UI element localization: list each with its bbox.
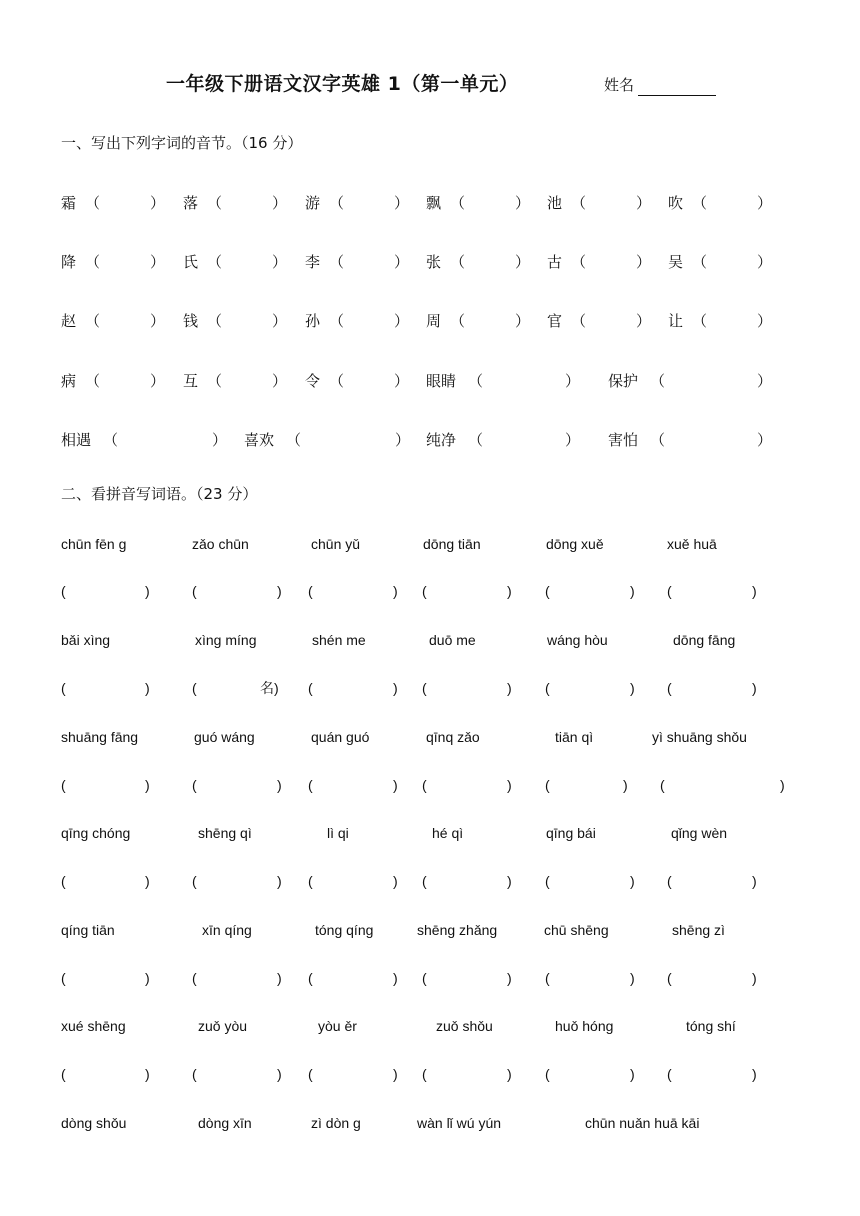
answer-close-paren: ) [393,970,398,986]
answer-close-paren: ） [395,431,411,449]
char-item: 古 [547,253,563,271]
pinyin-item: dōng xuě [546,536,604,552]
answer-blank[interactable] [430,1067,503,1085]
answer-open-paren: ( [667,680,672,696]
answer-close-paren: ） [272,194,288,212]
answer-open-paren: （ [329,372,345,390]
answer-close-paren: ） [394,312,410,330]
answer-open-paren: （ [692,312,708,330]
answer-open-paren: ( [61,970,66,986]
answer-blank[interactable] [430,971,503,989]
answer-close-paren: ） [757,372,773,390]
answer-open-paren: ( [422,873,427,889]
answer-open-paren: （ [85,372,101,390]
answer-blank[interactable] [347,255,390,273]
answer-open-paren: ( [422,583,427,599]
pinyin-item: tóng shí [686,1018,736,1034]
pinyin-item: huǒ hóng [555,1018,614,1034]
answer-close-paren: ） [150,372,166,390]
char-item: 病 [61,372,77,390]
answer-open-paren: ( [192,680,197,696]
char-item: 官 [547,312,563,330]
answer-close-paren: ） [394,372,410,390]
answer-close-paren: ) [277,583,282,599]
answer-open-paren: ( [545,873,550,889]
answer-blank[interactable] [69,874,141,892]
answer-close-paren: ） [272,372,288,390]
answer-open-paren: ( [545,777,550,793]
pinyin-item: xué shēng [61,1018,126,1034]
answer-close-paren: ) [145,873,150,889]
answer-blank[interactable] [668,778,776,796]
answer-blank[interactable] [200,584,273,602]
answer-blank[interactable] [225,374,268,392]
answer-blank[interactable] [468,255,511,273]
answer-open-paren: ( [667,583,672,599]
answer-blank[interactable] [486,433,561,451]
char-item: 害怕 [608,431,639,449]
answer-close-paren: ) [145,777,150,793]
char-item: 喜欢 [244,431,275,449]
pinyin-item: quán guó [311,729,370,745]
answer-open-paren: （ [450,312,466,330]
char-item: 令 [305,372,321,390]
pinyin-item: wáng hòu [547,632,608,648]
answer-open-paren: （ [329,194,345,212]
answer-blank[interactable] [69,971,141,989]
answer-open-paren: ( [192,1066,197,1082]
answer-close-paren: ) [507,1066,512,1082]
answer-blank[interactable] [225,196,268,214]
char-item: 纯净 [426,431,457,449]
pinyin-item: dōng fāng [673,632,736,648]
pinyin-item: yòu ěr [318,1018,357,1034]
answer-close-paren: ) [752,873,757,889]
answer-open-paren: （ [468,431,484,449]
answer-blank[interactable] [316,971,389,989]
pinyin-item: wàn lǐ wú yún [417,1115,502,1131]
answer-close-paren: ） [636,253,652,271]
answer-blank[interactable] [316,681,389,699]
answer-blank[interactable] [710,196,753,214]
answer-blank[interactable] [675,971,748,989]
answer-blank[interactable] [316,778,389,796]
answer-open-paren: ( [545,583,550,599]
answer-close-paren: ) [630,873,635,889]
pinyin-item: chūn fēn g [61,536,127,552]
char-item: 游 [305,194,321,212]
answer-open-paren: （ [571,312,587,330]
char-item: 池 [547,194,563,212]
answer-blank[interactable] [675,1067,748,1085]
answer-close-paren: ) [752,970,757,986]
answer-open-paren: （ [286,431,302,449]
answer-close-paren: ) [277,1066,282,1082]
answer-blank[interactable] [69,778,141,796]
answer-blank[interactable] [468,314,511,332]
answer-open-paren: ( [660,777,665,793]
answer-close-paren: ) [630,680,635,696]
pinyin-item: dōng tiān [423,536,481,552]
answer-close-paren: ) [393,1066,398,1082]
answer-close-paren: ) [630,583,635,599]
pinyin-item: bǎi xìng [61,632,111,648]
pinyin-item: lì qi [327,825,349,841]
answer-blank[interactable] [103,314,146,332]
answer-open-paren: ( [308,1066,313,1082]
answer-open-paren: ( [545,1066,550,1082]
answer-open-paren: （ [571,194,587,212]
pinyin-item: dòng xīn [198,1115,252,1131]
pinyin-item: qīnq zǎo [426,729,480,745]
page-title: 一年级下册语文汉字英雄 1（第一单元） [166,73,519,95]
answer-close-paren: ） [757,312,773,330]
pinyin-item: tóng qíng [315,922,374,938]
answer-blank[interactable] [225,255,268,273]
answer-close-paren: ) [507,777,512,793]
answer-blank[interactable] [553,971,626,989]
pinyin-item: qīng chóng [61,825,131,841]
pinyin-item: shuāng fāng [61,729,139,745]
char-item: 飘 [426,194,442,212]
char-item: 保护 [608,372,639,390]
char-item: 降 [61,253,77,271]
pinyin-item: qīng bái [546,825,596,841]
answer-blank[interactable] [316,1067,389,1085]
answer-open-paren: ( [422,1066,427,1082]
section2-heading: 二、看拼音写词语。（23 分） [61,485,258,503]
answer-open-paren: （ [692,194,708,212]
answer-blank[interactable] [675,584,748,602]
answer-open-paren: ( [667,1066,672,1082]
char-item: 周 [426,312,442,330]
pinyin-item: shēng zì [672,922,725,938]
answer-open-paren: ( [192,970,197,986]
answer-close-paren: ) [145,970,150,986]
answer-open-paren: （ [468,372,484,390]
pinyin-item: hé qì [432,825,464,841]
answer-blank[interactable] [589,196,632,214]
answer-close-paren: ) [393,583,398,599]
answer-open-paren: （ [692,253,708,271]
pinyin-item: chūn yǔ [311,536,361,552]
answer-close-paren: ） [565,431,581,449]
answer-open-paren: （ [650,372,666,390]
answer-blank[interactable] [430,874,503,892]
answer-blank[interactable] [589,255,632,273]
answer-close-paren: ) [277,777,282,793]
pinyin-item: xìng míng [195,632,257,648]
answer-blank[interactable] [200,874,273,892]
answer-blank[interactable] [200,778,273,796]
answer-close-paren: ） [394,194,410,212]
answer-blank[interactable] [553,584,626,602]
answer-close-paren: ) [507,873,512,889]
answer-open-paren: （ [450,253,466,271]
answer-open-paren: （ [207,253,223,271]
pinyin-item: shēng qì [198,825,252,841]
answer-open-paren: ( [545,680,550,696]
answer-blank[interactable] [200,1067,273,1085]
answer-close-paren: ） [757,194,773,212]
answer-blank[interactable] [710,255,753,273]
answer-open-paren: ( [192,873,197,889]
answer-close-paren: ) [780,777,785,793]
answer-open-paren: ( [61,873,66,889]
answer-open-paren: ( [192,583,197,599]
answer-close-paren: ） [150,312,166,330]
answer-open-paren: ( [422,680,427,696]
answer-blank[interactable] [69,1067,141,1085]
answer-open-paren: （ [103,431,119,449]
name-blank-line[interactable] [638,95,716,96]
bracket-prefill: 名) [260,680,279,696]
pinyin-item: qíng tiān [61,922,115,938]
answer-close-paren: ) [393,873,398,889]
answer-close-paren: ) [145,1066,150,1082]
answer-blank[interactable] [103,374,146,392]
answer-blank[interactable] [553,681,626,699]
answer-close-paren: ） [212,431,228,449]
answer-open-paren: （ [571,253,587,271]
answer-open-paren: ( [308,873,313,889]
answer-blank[interactable] [430,584,503,602]
pinyin-item: zì dòn g [311,1115,361,1131]
answer-open-paren: （ [329,253,345,271]
answer-open-paren: ( [422,970,427,986]
char-item: 赵 [61,312,77,330]
pinyin-item: duō me [429,632,476,648]
answer-close-paren: ) [752,680,757,696]
answer-close-paren: ) [277,873,282,889]
char-item: 钱 [183,312,199,330]
answer-blank[interactable] [347,196,390,214]
answer-close-paren: ) [752,583,757,599]
answer-close-paren: ) [145,583,150,599]
answer-blank[interactable] [69,584,141,602]
answer-blank[interactable] [121,433,208,451]
answer-close-paren: ） [272,312,288,330]
pinyin-item: dòng shǒu [61,1115,127,1131]
answer-open-paren: ( [308,583,313,599]
answer-open-paren: （ [207,372,223,390]
char-item: 相遇 [61,431,92,449]
answer-open-paren: ( [61,583,66,599]
pinyin-item: chūn nuǎn huā kāi [585,1115,700,1131]
char-item: 李 [305,253,321,271]
pinyin-item: chū shēng [544,922,609,938]
pinyin-item: zuǒ shǒu [436,1018,493,1034]
answer-open-paren: ( [308,777,313,793]
answer-close-paren: ) [752,1066,757,1082]
char-item: 氏 [183,253,199,271]
answer-open-paren: ( [308,680,313,696]
pinyin-item: guó wáng [194,729,255,745]
answer-blank[interactable] [430,681,503,699]
answer-close-paren: ） [272,253,288,271]
answer-blank[interactable] [69,681,141,699]
char-item: 张 [426,253,442,271]
answer-open-paren: （ [650,431,666,449]
answer-open-paren: ( [308,970,313,986]
answer-open-paren: （ [450,194,466,212]
answer-blank[interactable] [468,196,511,214]
answer-open-paren: （ [85,253,101,271]
answer-close-paren: ) [623,777,628,793]
pinyin-item: zǎo chūn [192,536,249,552]
answer-open-paren: （ [207,312,223,330]
answer-open-paren: ( [61,777,66,793]
answer-open-paren: （ [85,194,101,212]
answer-close-paren: ） [515,253,531,271]
answer-close-paren: ) [630,970,635,986]
pinyin-item: xīn qíng [202,922,252,938]
answer-blank[interactable] [316,874,389,892]
answer-open-paren: ( [667,873,672,889]
answer-close-paren: ） [636,194,652,212]
char-item: 吹 [668,194,684,212]
char-item: 落 [183,194,199,212]
name-label: 姓名 [604,76,635,94]
answer-close-paren: ） [757,253,773,271]
char-item: 眼睛 [426,372,457,390]
answer-open-paren: ( [422,777,427,793]
answer-blank[interactable] [225,314,268,332]
answer-close-paren: ） [150,194,166,212]
answer-close-paren: ） [636,312,652,330]
answer-close-paren: ) [145,680,150,696]
pinyin-item: shén me [312,632,366,648]
answer-blank[interactable] [675,681,748,699]
answer-close-paren: ） [394,253,410,271]
answer-blank[interactable] [589,314,632,332]
answer-open-paren: （ [207,194,223,212]
char-item: 吴 [668,253,684,271]
answer-open-paren: （ [329,312,345,330]
answer-open-paren: ( [192,777,197,793]
pinyin-item: qǐng wèn [671,825,728,841]
answer-blank[interactable] [553,778,619,796]
answer-blank[interactable] [668,433,753,451]
pinyin-item: zuǒ yòu [198,1018,248,1034]
answer-blank[interactable] [316,584,389,602]
answer-blank[interactable] [553,1067,626,1085]
answer-blank[interactable] [668,374,753,392]
pinyin-item: shēng zhǎng [417,922,498,938]
answer-open-paren: （ [85,312,101,330]
pinyin-item: yì shuāng shǒu [652,729,747,745]
answer-open-paren: ( [61,680,66,696]
pinyin-item: xuě huā [667,536,717,552]
answer-open-paren: ( [667,970,672,986]
answer-blank[interactable] [347,314,390,332]
answer-close-paren: ) [507,970,512,986]
answer-open-paren: ( [545,970,550,986]
answer-close-paren: ) [393,680,398,696]
char-item: 互 [183,372,199,390]
answer-close-paren: ) [507,680,512,696]
answer-close-paren: ) [277,970,282,986]
answer-blank[interactable] [200,971,273,989]
answer-close-paren: ） [150,253,166,271]
answer-blank[interactable] [486,374,561,392]
section1-heading: 一、写出下列字词的音节。（16 分） [61,134,303,152]
pinyin-item: tiān qì [555,729,594,745]
answer-close-paren: ） [515,194,531,212]
answer-open-paren: ( [61,1066,66,1082]
char-item: 孙 [305,312,321,330]
answer-close-paren: ） [757,431,773,449]
answer-blank[interactable] [553,874,626,892]
answer-close-paren: ） [515,312,531,330]
answer-blank[interactable] [304,433,391,451]
answer-blank[interactable] [430,778,503,796]
answer-blank[interactable] [347,374,390,392]
answer-close-paren: ) [630,1066,635,1082]
answer-blank[interactable] [103,196,146,214]
answer-close-paren: ) [507,583,512,599]
answer-close-paren: ) [393,777,398,793]
char-item: 让 [668,312,684,330]
answer-blank[interactable] [103,255,146,273]
char-item: 霜 [61,194,77,212]
answer-close-paren: ） [565,372,581,390]
answer-blank[interactable] [710,314,753,332]
answer-blank[interactable] [675,874,748,892]
